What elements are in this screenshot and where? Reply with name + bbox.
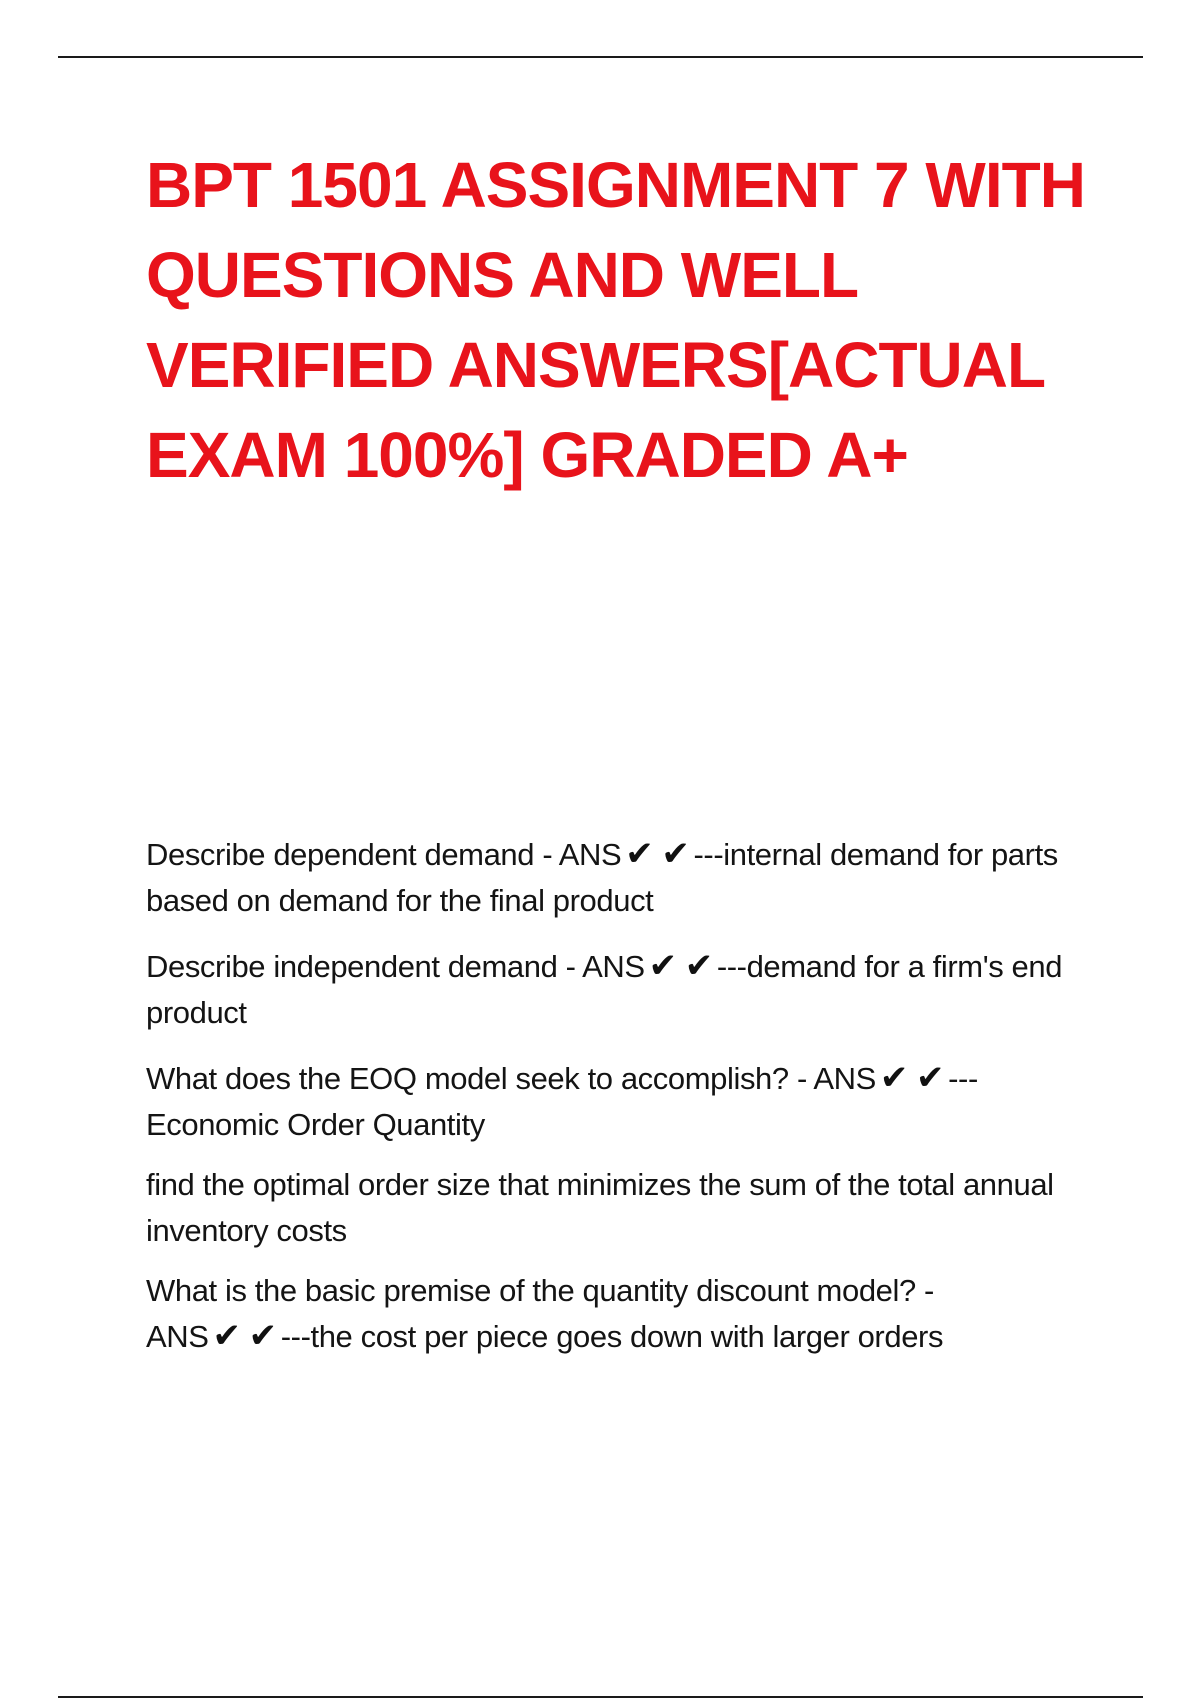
check-mark-icon: ✔: [212, 1316, 241, 1356]
ans-label: ANS: [146, 1319, 209, 1354]
qa-line: [146, 1056, 1086, 1102]
title-line: VERIFIED ANSWERS[ACTUAL: [146, 329, 1046, 401]
check-mark-icon: ✔: [248, 1316, 277, 1356]
qa-item-dependent-demand: [146, 832, 1086, 924]
qa-list: [146, 832, 1086, 1380]
title-line: QUESTIONS AND WELL: [146, 239, 859, 311]
answer-continuation: product: [146, 995, 247, 1030]
answer-text: ---: [948, 1061, 978, 1096]
title-line: BPT 1501 ASSIGNMENT 7 WITH: [146, 149, 1085, 221]
check-mark-icon: ✔: [916, 1058, 945, 1098]
answer-continuation: Economic Order Quantity: [146, 1107, 485, 1142]
question-text: What does the EOQ model seek to accomplish? - ANS: [146, 1061, 876, 1096]
qa-item-independent-demand: [146, 944, 1086, 1036]
qa-line: [146, 832, 1086, 878]
answer-text: ---the cost per piece goes down with larger orders: [280, 1319, 944, 1354]
question-text: Describe independent demand - ANS: [146, 949, 645, 984]
answer-text: ---demand for a firm's end: [716, 949, 1063, 984]
document-title: [146, 140, 1106, 500]
qa-line: [146, 944, 1086, 990]
question-text: Describe dependent demand - ANS: [146, 837, 622, 872]
question-text: What is the basic premise of the quantity discount model? -: [146, 1273, 934, 1308]
answer-text: ---internal demand for parts: [693, 837, 1058, 872]
check-mark-icon: ✔: [661, 834, 690, 874]
paragraph-line: inventory costs: [146, 1213, 347, 1248]
title-line: EXAM 100%] GRADED A+: [146, 419, 908, 491]
qa-item-eoq-explanation: [146, 1162, 1086, 1254]
answer-continuation: based on demand for the final product: [146, 883, 654, 918]
qa-line: [146, 1314, 1086, 1360]
check-mark-icon: ✔: [648, 946, 677, 986]
check-mark-icon: ✔: [879, 1058, 909, 1098]
bottom-rule: [58, 1696, 1143, 1698]
check-mark-icon: ✔: [625, 834, 654, 874]
check-mark-icon: ✔: [684, 946, 713, 986]
top-rule: [58, 56, 1143, 58]
qa-item-quantity-discount: [146, 1268, 1086, 1360]
paragraph-line: find the optimal order size that minimizes the sum of the total annual: [146, 1167, 1054, 1202]
qa-item-eoq-model: [146, 1056, 1086, 1148]
